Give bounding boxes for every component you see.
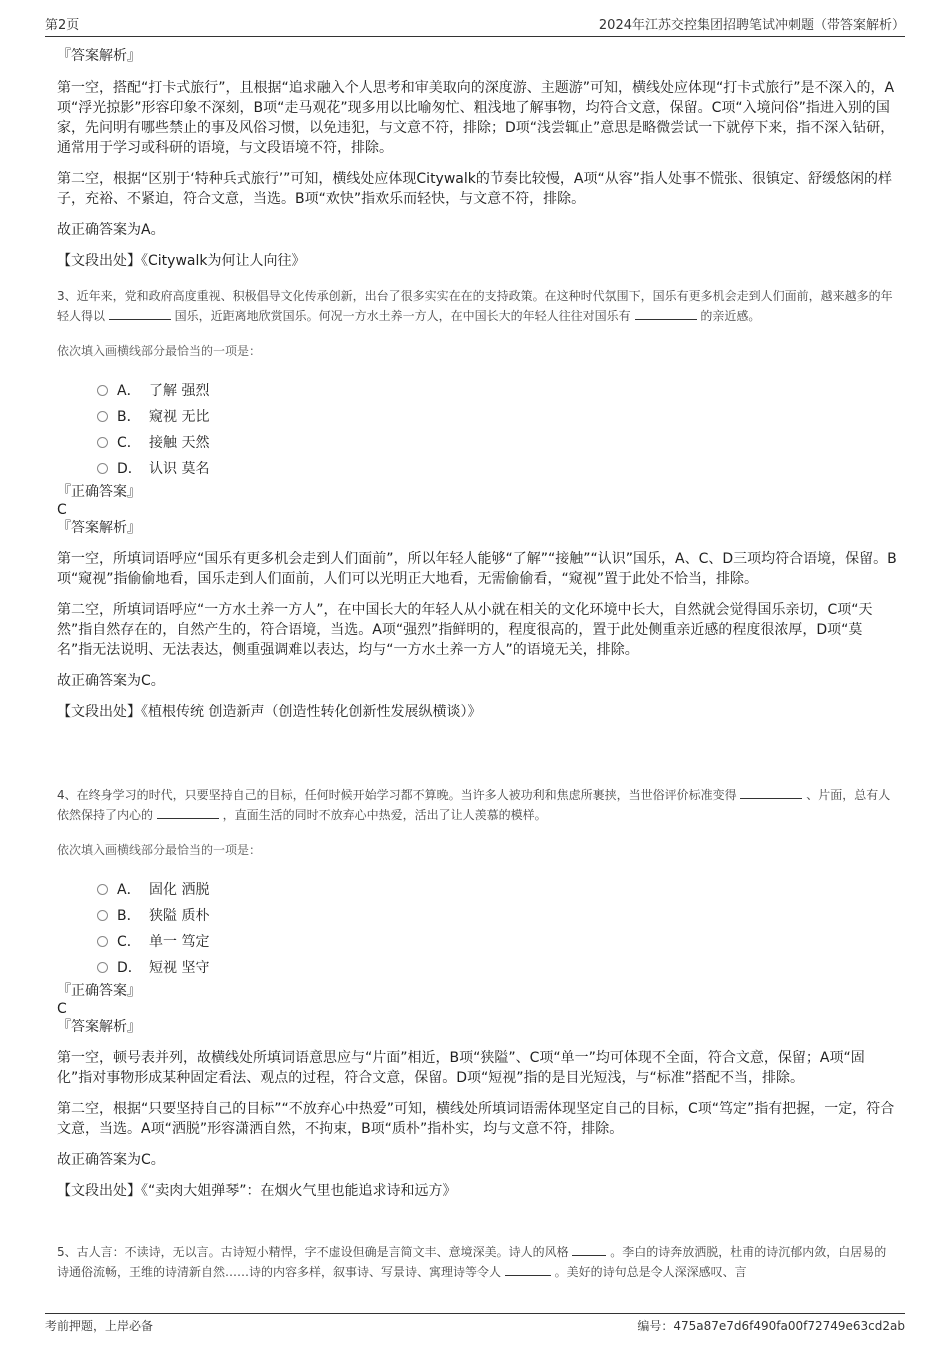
option-letter: A．: [117, 383, 141, 399]
option-c[interactable]: [97, 928, 897, 954]
analysis-paragraph-2: 第二空，根据“区别于‘特种兵式旅行’”可知，横线处应体现Citywalk的节奏比较慢，A项“从容”指人处事不慌张、很镇定、舒缓悠闲的样子，充裕、不紧迫，符合文意，当选。B项“欢快”指欢乐而轻快，与文意不符，排除。: [57, 171, 892, 207]
option-a[interactable]: [97, 377, 897, 403]
question-text: [57, 785, 897, 825]
fill-blank-1: [740, 786, 802, 799]
correct-answer-label: 『正确答案』: [57, 983, 141, 999]
option-letter: B．: [117, 409, 141, 425]
document-title: 2024年江苏交控集团招聘笔试冲刺题（带答案解析）: [598, 18, 905, 33]
question-5: [57, 1242, 897, 1282]
source-citation: 【文段出处】《植根传统 创造新声（创造性转化创新性发展纵横谈）》: [57, 704, 482, 720]
fill-blank-1: [572, 1243, 606, 1256]
radio-icon[interactable]: [97, 463, 108, 474]
analysis-label: 『答案解析』: [57, 48, 141, 64]
question-text: [57, 1242, 897, 1282]
analysis-paragraph-1: 第一空，搭配“打卡式旅行”，且根据“追求融入个人思考和审美取向的深度游、主题游”可知，横线处应体现“打卡式旅行”是不深入的，A项“浮光掠影”形容印象不深刻，B项“走马观花”现多用以比喻匆忙、粗浅地了解事物，均符合文意，保留。C项“入境问俗”指进入别的国家，先问明有哪些禁止的事及风俗习惯，以免违犯，与文意不符，排除；D项“浅尝辄止”意思是略微尝试一下就停下来，指不深入钻研，通常用于学习或科研的语境，与文段语境不符，排除。: [57, 80, 895, 156]
prev-question-analysis: [57, 46, 897, 282]
option-letter: D．: [117, 461, 142, 477]
option-a[interactable]: [97, 876, 897, 902]
fill-blank-1: [109, 307, 171, 320]
question-text-part-3: 的亲近感。: [700, 309, 761, 323]
document-code: 编号：475a87e7d6f490fa00f72749e63cd2ab: [637, 1319, 905, 1333]
option-c[interactable]: [97, 429, 897, 455]
option-text: 窥视 无比: [149, 409, 210, 425]
correct-answer: C: [57, 502, 67, 518]
radio-icon[interactable]: [97, 936, 108, 947]
option-d[interactable]: [97, 455, 897, 481]
analysis-paragraph-1: 第一空，顿号表并列，故横线处所填词语意思应与“片面”相近，B项“狭隘”、C项“单一”均可体现不全面，符合文意，保留；A项“固化”指对事物形成某种固定看法、观点的过程，符合文意，保留。D项“短视”指的是目光短浅，与“标准”搭配不当，排除。: [57, 1050, 865, 1086]
page-number: 第2页: [45, 18, 80, 33]
correct-answer: C: [57, 1001, 67, 1017]
question-prompt: 依次填入画横线部分最恰当的一项是：: [57, 344, 262, 358]
question-text-part-2: 、片面，总有人依然保持了内心的: [57, 788, 891, 822]
question-text-part-2: 。李白的诗奔放洒脱，杜甫的诗沉郁内敛，白居易的诗通俗流畅，王维的诗清新自然……诗的内容多样，叙事诗、写景诗、寓理诗等令人: [57, 1245, 887, 1279]
conclusion: 故正确答案为C。: [57, 673, 165, 689]
question-text-part-3: ，直面生活的同时不放弃心中热爱，活出了让人羡慕的模样。: [222, 808, 547, 822]
question-text-part-1: 5、古人言：不读诗，无以言。古诗短小精悍，字不虚设但确是言简文丰、意境深美。诗人的风格: [57, 1245, 569, 1259]
radio-icon[interactable]: [97, 437, 108, 448]
option-text: 固化 洒脱: [149, 882, 210, 898]
option-letter: A．: [117, 882, 141, 898]
source-citation: 【文段出处】《Citywalk为何让人向往》: [57, 253, 306, 269]
analysis-paragraph-2: 第二空，所填词语呼应“一方水土养一方人”，在中国长大的年轻人从小就在相关的文化环境中长大，自然就会觉得国乐亲切，C项“天然”指自然存在的，自然产生的，符合语境，当选。A项“强烈”指鲜明的，程度很高的，置于此处侧重亲近感的程度很浓厚，D项“莫名”指无法说明、无法表达，侧重强调难以表达，均与“一方水土养一方人”的语境无关，排除。: [57, 602, 873, 658]
option-b[interactable]: [97, 902, 897, 928]
fill-blank-2: [635, 307, 697, 320]
question-3: [57, 286, 897, 733]
question-text-part-1: 3、近年来，党和政府高度重视、积极倡导文化传承创新，出台了很多实实在在的支持政策。在这种时代氛围下，国乐有更多机会走到人们面前，越来越多的年轻人得以: [57, 289, 893, 323]
radio-icon[interactable]: [97, 962, 108, 973]
question-text: [57, 286, 897, 326]
page-footer: [45, 1313, 905, 1334]
option-letter: C．: [117, 934, 141, 950]
page-header: [45, 14, 905, 37]
option-letter: C．: [117, 435, 141, 451]
footer-slogan: 考前押题，上岸必备: [45, 1319, 154, 1333]
option-d[interactable]: [97, 954, 897, 980]
option-text: 单一 笃定: [149, 934, 210, 950]
option-letter: B．: [117, 908, 141, 924]
fill-blank-2: [505, 1263, 551, 1276]
fill-blank-2: [157, 806, 219, 819]
conclusion: 故正确答案为C。: [57, 1152, 165, 1168]
question-text-part-1: 4、在终身学习的时代，只要坚持自己的目标，任何时候开始学习都不算晚。当许多人被功利和焦虑所裹挟，当世俗评价标准变得: [57, 788, 737, 802]
radio-icon[interactable]: [97, 411, 108, 422]
analysis-paragraph-1: 第一空，所填词语呼应“国乐有更多机会走到人们面前”，所以年轻人能够“了解”“接触”“认识”国乐，A、C、D三项均符合语境，保留。B项“窥视”指偷偷地看，国乐走到人们面前，人们可以光明正大地看，无需偷偷看，“窥视”置于此处不恰当，排除。: [57, 551, 897, 587]
question-text-part-2: 国乐，近距离地欣赏国乐。何况一方水土养一方人，在中国长大的年轻人往往对国乐有: [174, 309, 631, 323]
option-letter: D．: [117, 960, 142, 976]
conclusion: 故正确答案为A。: [57, 222, 165, 238]
question-prompt: 依次填入画横线部分最恰当的一项是：: [57, 843, 262, 857]
question-text-part-3: 。美好的诗句总是令人深深感叹、言: [554, 1265, 747, 1279]
option-text: 短视 坚守: [149, 960, 210, 976]
option-b[interactable]: [97, 403, 897, 429]
radio-icon[interactable]: [97, 385, 108, 396]
option-text: 接触 天然: [149, 435, 210, 451]
radio-icon[interactable]: [97, 910, 108, 921]
radio-icon[interactable]: [97, 884, 108, 895]
analysis-label: 『答案解析』: [57, 520, 141, 536]
analysis-paragraph-2: 第二空，根据“只要坚持自己的目标”“不放弃心中热爱”可知，横线处所填词语需体现坚定自己的目标，C项“笃定”指有把握，一定，符合文意，当选。A项“洒脱”形容潇洒自然，不拘束，B项“质朴”指朴实，均与文意不符，排除。: [57, 1101, 895, 1137]
option-text: 认识 莫名: [149, 461, 210, 477]
option-text: 狭隘 质朴: [149, 908, 210, 924]
correct-answer-label: 『正确答案』: [57, 484, 141, 500]
option-text: 了解 强烈: [149, 383, 210, 399]
source-citation: 【文段出处】《“卖肉大姐弹琴”：在烟火气里也能追求诗和远方》: [57, 1183, 457, 1199]
analysis-label: 『答案解析』: [57, 1019, 141, 1035]
question-4: [57, 785, 897, 1212]
